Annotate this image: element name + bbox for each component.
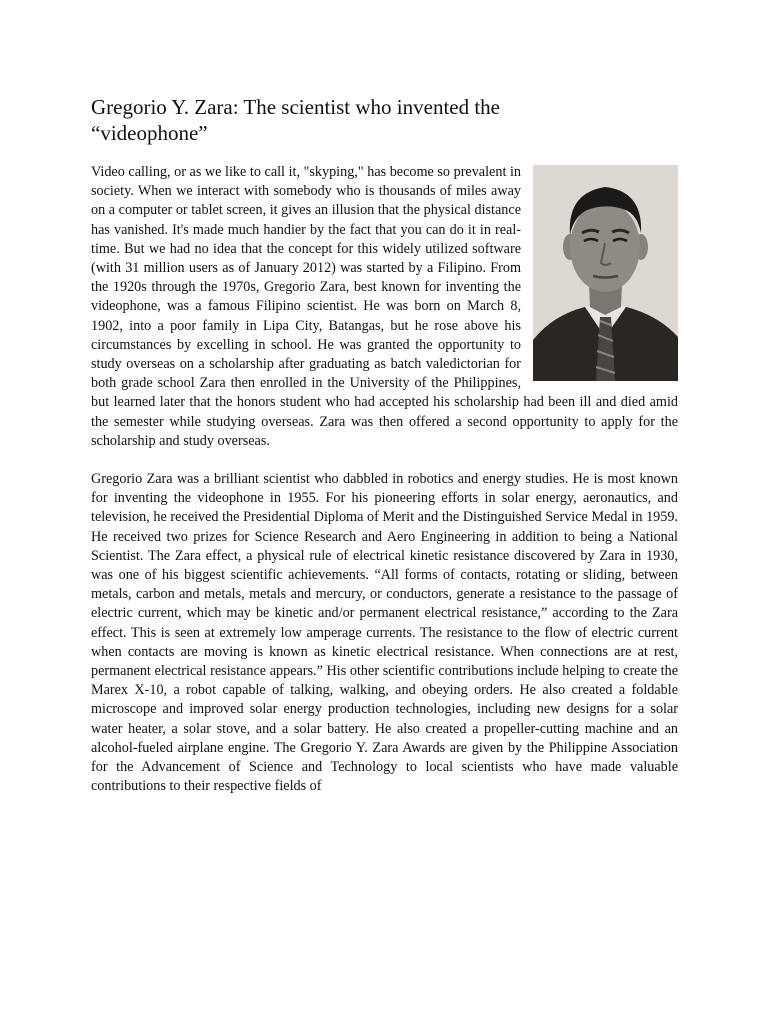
article-title xyxy=(91,94,678,146)
portrait-photo xyxy=(533,165,678,381)
article-title-line-1: Gregorio Y. Zara: The scientist who invented the xyxy=(91,95,501,119)
article-paragraph-1: Video calling, or as we like to call it, "skyping," has become so prevalent in society. When we interact with somebody who is thousands of miles away on a computer or tablet screen, it gives an illusion that the physical distance has vanished. It's made much handier by the fact that you can do it in real-time. But we had no idea that the concept for this widely utilized software (with 31 million users as of January 2012) was started by a Filipino. From the 1920s through the 1970s, Gregorio Zara, best known for inventing the videophone, was a famous Filipino scientist. He was born on March 8, 1902, into a poor family in Lipa City, Batangas, but he rose above his circumstances by excelling in school. He was granted the opportunity to study overseas on a scholarship after graduating as batch valedictorian for both grade school Zara then enrolled in the University of the Philippines, but learned later that the honors student who had accepted his scholarship had been ill and died amid the semester while studying overseas. Zara was then offered a second opportunity to apply for the scholarship and study overseas. xyxy=(91,164,678,449)
article-paragraph-2: Gregorio Zara was a brilliant scientist who dabbled in robotics and energy studies. He is most known for inventing the videophone in 1955. For his pioneering efforts in solar energy, aeronautics, and television, he received the Presidential Diploma of Merit and the Distinguished Service Medal in 1959. He received two prizes for Science Research and Aero Engineering in addition to being a National Scientist. The Zara effect, a physical rule of electrical kinetic resistance discovered by Zara in 1930, was one of his biggest scientific achievements. “All forms of contacts, rotating or sliding, between metals, carbon and metals, metals and mercury, or conductors, generate a resistance to the passage of electric current, which may be kinetic and/or permanent electrical resistance,” according to the Zara effect. This is seen at extremely low amperage currents. The resistance to the flow of electric current when contacts are moving is known as kinetic electrical resistance. When connections are at rest, permanent electrical resistance appears.” His other scientific contributions include helping to create the Marex X-10, a robot capable of talking, walking, and obeying orders. He also created a foldable microscope and improved solar energy production technologies, including new designs for a solar water heater, a solar stove, and a solar battery. He also created a propeller-cutting machine and an alcohol-fueled airplane engine. The Gregorio Y. Zara Awards are given by the Philippine Association for the Advancement of Science and Technology to local scientists who have made valuable contributions to their respective fields of xyxy=(91,471,678,795)
portrait-illustration xyxy=(533,165,678,381)
article-title-line-2: “videophone” xyxy=(91,121,208,145)
